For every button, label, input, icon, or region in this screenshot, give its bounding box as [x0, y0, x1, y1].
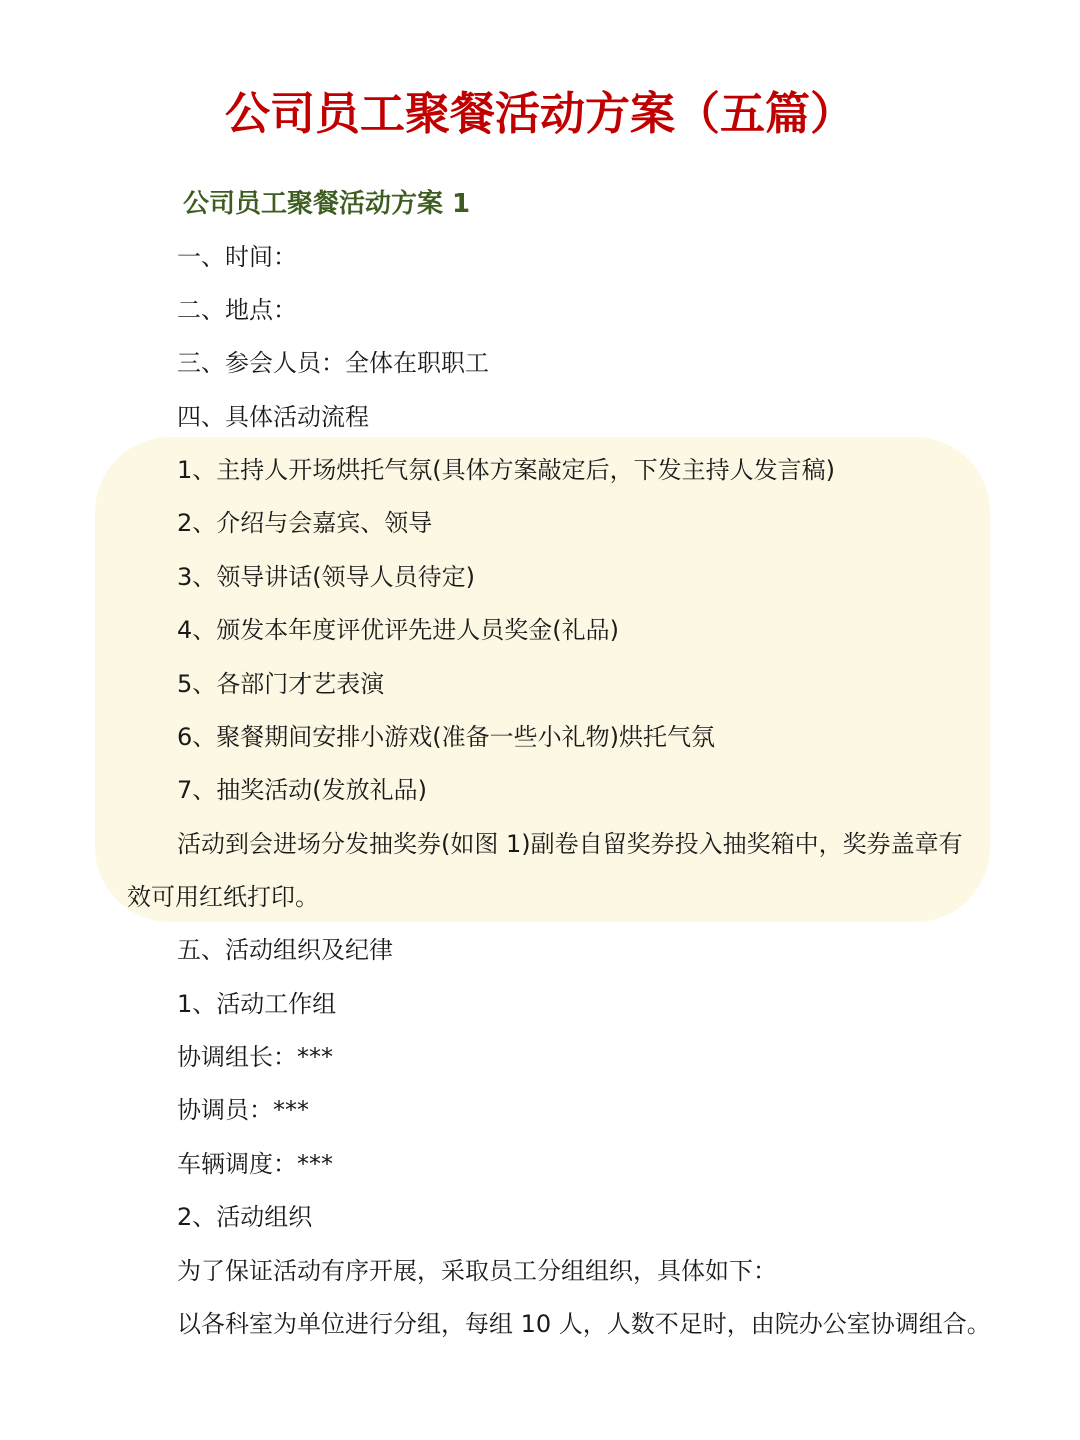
flow-step: 4、颁发本年度评优评先进人员奖金(礼品) — [177, 616, 619, 644]
paragraph-line: 活动到会进场分发抽奖券(如图 1)副卷自留奖券投入抽奖箱中，奖券盖章有 — [177, 830, 963, 858]
document-title: 公司员工聚餐活动方案（五篇） — [224, 87, 855, 140]
flow-step: 3、领导讲话(领导人员待定) — [177, 563, 475, 591]
flow-step: 2、介绍与会嘉宾、领导 — [177, 509, 433, 537]
paragraph-line: 效可用红纸打印。 — [127, 883, 319, 911]
flow-step: 7、抽奖活动(发放礼品) — [177, 776, 427, 804]
role-line: 车辆调度：*** — [177, 1150, 333, 1178]
item-attendees: 三、参会人员：全体在职职工 — [177, 349, 489, 377]
section-heading: 公司员工聚餐活动方案 1 — [183, 189, 471, 219]
paragraph-line: 为了保证活动有序开展，采取员工分组组织，具体如下： — [177, 1257, 777, 1285]
item-location: 二、地点： — [177, 296, 297, 324]
item-flow-heading: 四、具体活动流程 — [177, 403, 369, 431]
paragraph-line: 以各科室为单位进行分组，每组 10 人，人数不足时，由院办公室协调组合。 — [177, 1310, 991, 1338]
item-time: 一、时间： — [177, 243, 297, 271]
item-organization-heading: 五、活动组织及纪律 — [177, 936, 393, 964]
subsection-heading: 2、活动组织 — [177, 1203, 313, 1231]
flow-step: 5、各部门才艺表演 — [177, 670, 385, 698]
flow-step: 1、主持人开场烘托气氛(具体方案敲定后，下发主持人发言稿) — [177, 456, 835, 484]
role-line: 协调组长：*** — [177, 1043, 333, 1071]
subsection-heading: 1、活动工作组 — [177, 990, 337, 1018]
flow-step: 6、聚餐期间安排小游戏(准备一些小礼物)烘托气氛 — [177, 723, 715, 751]
role-line: 协调员：*** — [177, 1096, 309, 1124]
